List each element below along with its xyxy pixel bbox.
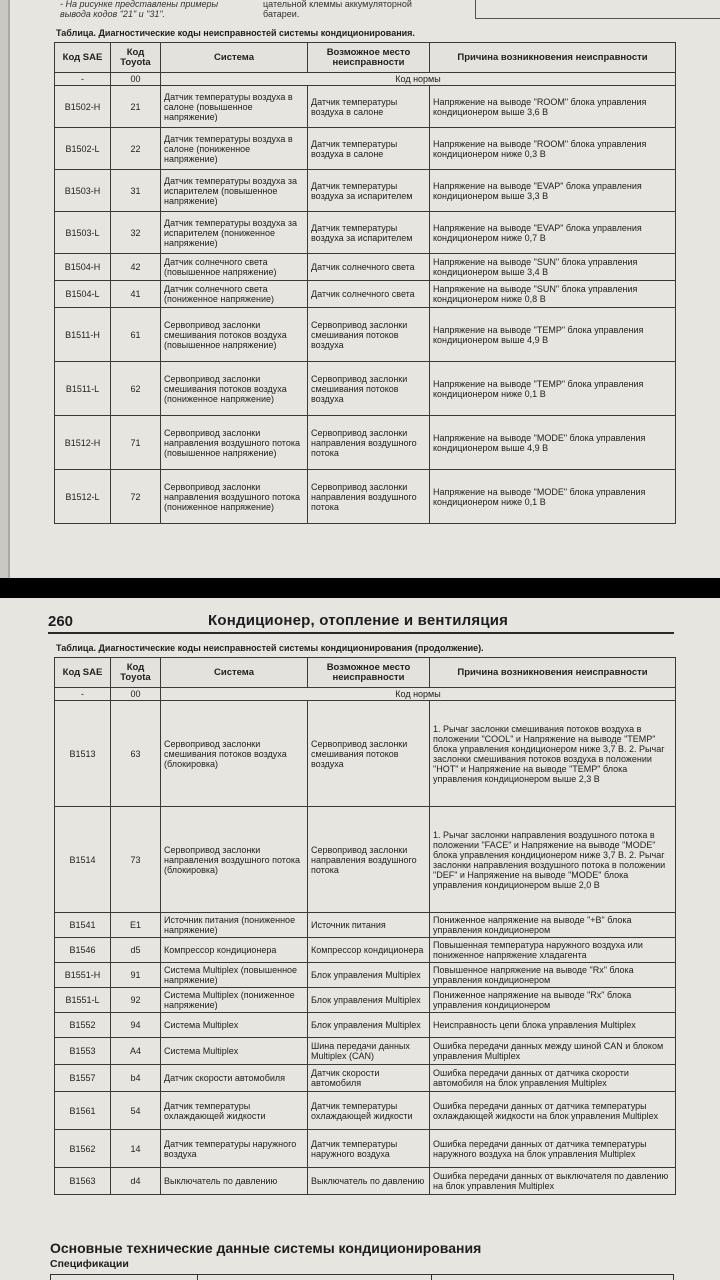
page-header [48, 612, 674, 634]
cell-toyota: 22 [111, 128, 161, 170]
spec-table-fragment [50, 1274, 674, 1280]
cell-sae: - [55, 73, 111, 86]
cell-system: Датчик температуры воздуха в салоне (пониженное напряжение) [161, 128, 308, 170]
table-row [55, 212, 676, 254]
cell-cause: Ошибка передачи данных между шиной CAN и блоком управления Multiplex [430, 1038, 676, 1065]
cell-cause: Напряжение на выводе "SUN" блока управления кондиционером ниже 0,8 В [430, 281, 676, 308]
header-system: Система [161, 43, 308, 73]
table-row [55, 86, 676, 128]
cell-system: Система Multiplex (пониженное напряжение) [161, 988, 308, 1013]
cell-toyota: d4 [111, 1168, 161, 1195]
fragment-left-line: вывода кодов "21" и "31". [60, 9, 166, 19]
header-cause: Причина возникновения неисправности [430, 658, 676, 688]
cell-sae: B1563 [55, 1168, 111, 1195]
cell-sae: B1551-L [55, 988, 111, 1013]
table-row [55, 281, 676, 308]
cell-cause: Повышенное напряжение на выводе "Rx" блока управления кондиционером [430, 963, 676, 988]
table-row [55, 988, 676, 1013]
cell-cause: 1. Рычаг заслонки направления воздушного потока в положении "FACE" и Напряжение на выводе "MODE" блока управления кондиционером ниже 3,7 В. 2. Рычаг заслонки направления воздушного потока в положении "DEF" и Напряжение на выводе "MODE" блока управления кондиционером выше 2,0 В [430, 807, 676, 913]
diagnostic-codes-table [54, 42, 676, 524]
cell-system: Выключатель по давлению [161, 1168, 308, 1195]
cell-sae: B1514 [55, 807, 111, 913]
cell-cause: Напряжение на выводе "MODE" блока управления кондиционером выше 4,9 В [430, 416, 676, 470]
cell-system: Датчик солнечного света (пониженное напряжение) [161, 281, 308, 308]
cell-cause: Ошибка передачи данных от выключателя по давлению на блок управления Multiplex [430, 1168, 676, 1195]
cell-system: Сервопривод заслонки смешивания потоков воздуха (пониженное напряжение) [161, 362, 308, 416]
cell-sae: B1553 [55, 1038, 111, 1065]
cell-sae: B1546 [55, 938, 111, 963]
cell-toyota: 61 [111, 308, 161, 362]
cell-location: Блок управления Multiplex [308, 1013, 430, 1038]
cell-cause: Напряжение на выводе "EVAP" блока управления кондиционером выше 3,3 В [430, 170, 676, 212]
table-row [55, 938, 676, 963]
page-gutter [0, 0, 10, 578]
table-row [55, 308, 676, 362]
cell-location: Датчик температуры воздуха в салоне [308, 86, 430, 128]
cell-cause: Напряжение на выводе "ROOM" блока управления кондиционером ниже 0,3 В [430, 128, 676, 170]
cell-toyota: 00 [111, 688, 161, 701]
diagnostic-codes-table-continued [54, 657, 676, 1195]
section-subtitle: Спецификации [50, 1258, 129, 1270]
cell-sae: B1511-H [55, 308, 111, 362]
cell-location: Сервопривод заслонки смешивания потоков воздуха [308, 362, 430, 416]
cell-sae: B1512-L [55, 470, 111, 524]
cell-system: Сервопривод заслонки направления воздушного потока (пониженное напряжение) [161, 470, 308, 524]
cell-cause: Напряжение на выводе "ROOM" блока управления кондиционером выше 3,6 В [430, 86, 676, 128]
cell-cause: Ошибка передачи данных от датчика температуры наружного воздуха на блок управления Multiplex [430, 1130, 676, 1168]
cell-toyota: 00 [111, 73, 161, 86]
header-location: Возможное место неисправности [308, 658, 430, 688]
table-row [55, 1038, 676, 1065]
table-row [55, 362, 676, 416]
table-row [55, 470, 676, 524]
fragment-mid-column [263, 0, 463, 19]
cell-location: Датчик температуры воздуха в салоне [308, 128, 430, 170]
cell-toyota: 32 [111, 212, 161, 254]
cell-sae: B1503-H [55, 170, 111, 212]
figure-frame-fragment [475, 0, 720, 19]
cell-cause: Напряжение на выводе "EVAP" блока управления кондиционером ниже 0,7 В [430, 212, 676, 254]
fragment-left-column [60, 0, 260, 19]
cell-cause: Неисправность цепи блока управления Multiplex [430, 1013, 676, 1038]
cell-cause: Напряжение на выводе "TEMP" блока управления кондиционером ниже 0,1 В [430, 362, 676, 416]
cell-location: Датчик температуры воздуха за испарителем [308, 212, 430, 254]
table-row [55, 254, 676, 281]
cell-location: Источник питания [308, 913, 430, 938]
cell-sae: B1512-H [55, 416, 111, 470]
table-row [55, 1013, 676, 1038]
cell-cause: Повышенная температура наружного воздуха или пониженное напряжение хладагента [430, 938, 676, 963]
header-cause: Причина возникновения неисправности [430, 43, 676, 73]
cell-toyota: 54 [111, 1092, 161, 1130]
cell-location: Шина передачи данных Multiplex (CAN) [308, 1038, 430, 1065]
cell-location: Сервопривод заслонки смешивания потоков воздуха [308, 308, 430, 362]
table-row [55, 416, 676, 470]
cell-location: Сервопривод заслонки направления воздушного потока [308, 470, 430, 524]
section-title: Основные технические данные системы кондиционирования [50, 1240, 482, 1256]
table-row [55, 1168, 676, 1195]
header-system: Система [161, 658, 308, 688]
table-row [55, 1065, 676, 1092]
cell-sae: B1502-L [55, 128, 111, 170]
table-row [55, 701, 676, 807]
cell-location: Датчик температуры воздуха за испарителем [308, 170, 430, 212]
cell-sae: B1562 [55, 1130, 111, 1168]
cell-system: Датчик температуры охлаждающей жидкости [161, 1092, 308, 1130]
cell-system: Система Multiplex (повышенное напряжение) [161, 963, 308, 988]
cell-toyota: 63 [111, 701, 161, 807]
cell-system: Компрессор кондиционера [161, 938, 308, 963]
cell-system: Датчик солнечного света (повышенное напряжение) [161, 254, 308, 281]
cell-sae: - [55, 688, 111, 701]
table-row [55, 128, 676, 170]
table-row [55, 1092, 676, 1130]
fragment-mid-line: батареи. [263, 9, 300, 19]
table-row [55, 963, 676, 988]
cell-sae: B1552 [55, 1013, 111, 1038]
cell-sae: B1513 [55, 701, 111, 807]
cell-toyota: 62 [111, 362, 161, 416]
cell-sae: B1504-H [55, 254, 111, 281]
header-sae: Код SAE [55, 658, 111, 688]
cell-system: Датчик температуры воздуха за испарителем (повышенное напряжение) [161, 170, 308, 212]
norm-row [55, 73, 676, 86]
fragment-mid-line: цательной клеммы аккумуляторной [263, 0, 412, 9]
cell-system: Сервопривод заслонки направления воздушного потока (повышенное напряжение) [161, 416, 308, 470]
cell-location: Выключатель по давлению [308, 1168, 430, 1195]
cell-sae: B1502-H [55, 86, 111, 128]
cell-system: Сервопривод заслонки смешивания потоков воздуха (блокировка) [161, 701, 308, 807]
cell-cause: Пониженное напряжение на выводе "+B" блока управления кондиционером [430, 913, 676, 938]
header-location: Возможное место неисправности [308, 43, 430, 73]
cell-toyota: 91 [111, 963, 161, 988]
header-toyota: Код Toyota [111, 43, 161, 73]
cell-location: Датчик солнечного света [308, 254, 430, 281]
cell-system: Сервопривод заслонки направления воздушного потока (блокировка) [161, 807, 308, 913]
cell-cause: Напряжение на выводе "TEMP" блока управления кондиционером выше 4,9 В [430, 308, 676, 362]
cell-system: Система Multiplex [161, 1013, 308, 1038]
cell-cause: Напряжение на выводе "SUN" блока управления кондиционером выше 3,4 В [430, 254, 676, 281]
page-top [0, 0, 720, 578]
cell-sae: B1541 [55, 913, 111, 938]
cell-toyota: b4 [111, 1065, 161, 1092]
table-header-row [55, 658, 676, 688]
cell-norm: Код нормы [161, 688, 676, 701]
cell-system: Сервопривод заслонки смешивания потоков воздуха (повышенное напряжение) [161, 308, 308, 362]
cell-toyota: 72 [111, 470, 161, 524]
cell-system: Датчик температуры воздуха за испарителем (пониженное напряжение) [161, 212, 308, 254]
page-bottom [0, 598, 720, 1280]
cell-location: Блок управления Multiplex [308, 988, 430, 1013]
cell-toyota: 21 [111, 86, 161, 128]
cell-cause: Ошибка передачи данных от датчика температуры охлаждающей жидкости на блок управления Multiplex [430, 1092, 676, 1130]
cell-toyota: 42 [111, 254, 161, 281]
cell-location: Датчик скорости автомобиля [308, 1065, 430, 1092]
cell-location: Датчик температуры наружного воздуха [308, 1130, 430, 1168]
cell-system: Источник питания (пониженное напряжение) [161, 913, 308, 938]
cell-system: Датчик температуры воздуха в салоне (повышенное напряжение) [161, 86, 308, 128]
cell-toyota: d5 [111, 938, 161, 963]
cell-location: Сервопривод заслонки направления воздушного потока [308, 807, 430, 913]
cell-sae: B1551-H [55, 963, 111, 988]
cell-toyota: A4 [111, 1038, 161, 1065]
cell-toyota: 71 [111, 416, 161, 470]
cell-sae: B1561 [55, 1092, 111, 1130]
table-row [55, 807, 676, 913]
previous-text-fragment [60, 0, 720, 22]
cell-location: Датчик солнечного света [308, 281, 430, 308]
cell-sae: B1503-L [55, 212, 111, 254]
cell-cause: Напряжение на выводе "MODE" блока управления кондиционером ниже 0,1 В [430, 470, 676, 524]
cell-toyota: 41 [111, 281, 161, 308]
cell-toyota: 14 [111, 1130, 161, 1168]
cell-sae: B1511-L [55, 362, 111, 416]
cell-location: Сервопривод заслонки направления воздушного потока [308, 416, 430, 470]
cell-cause: 1. Рычаг заслонки смешивания потоков воздуха в положении "COOL" и Напряжение на выводе "TEMP" блока управления кондиционером ниже 3,7 В. 2. Рычаг заслонки смешивания потоков воздуха в положении "HOT" и Напряжение на выводе "TEMP" блока управления кондиционером выше 2,3 В [430, 701, 676, 807]
cell-norm: Код нормы [161, 73, 676, 86]
header-toyota: Код Toyota [111, 658, 161, 688]
cell-cause: Ошибка передачи данных от датчика скорости автомобиля на блок управления Multiplex [430, 1065, 676, 1092]
cell-toyota: 92 [111, 988, 161, 1013]
page-number: 260 [48, 613, 74, 630]
cell-location: Компрессор кондиционера [308, 938, 430, 963]
cell-location: Сервопривод заслонки смешивания потоков воздуха [308, 701, 430, 807]
cell-sae: B1504-L [55, 281, 111, 308]
cell-location: Датчик температуры охлаждающей жидкости [308, 1092, 430, 1130]
cell-system: Датчик скорости автомобиля [161, 1065, 308, 1092]
cell-toyota: 73 [111, 807, 161, 913]
table-row [55, 1130, 676, 1168]
cell-location: Блок управления Multiplex [308, 963, 430, 988]
table-caption: Таблица. Диагностические коды неисправностей системы кондиционирования. [56, 28, 415, 38]
page-title: Кондиционер, отопление и вентиляция [208, 612, 509, 629]
cell-toyota: E1 [111, 913, 161, 938]
fragment-left-line: - На рисунке представлены примеры [60, 0, 219, 9]
table-row [55, 170, 676, 212]
table-row [55, 913, 676, 938]
cell-sae: B1557 [55, 1065, 111, 1092]
norm-row [55, 688, 676, 701]
cell-toyota: 31 [111, 170, 161, 212]
cell-cause: Пониженное напряжение на выводе "Rx" блока управления кондиционером [430, 988, 676, 1013]
table-caption: Таблица. Диагностические коды неисправностей системы кондиционирования (продолжение). [56, 643, 484, 653]
cell-system: Датчик температуры наружного воздуха [161, 1130, 308, 1168]
cell-system: Система Multiplex [161, 1038, 308, 1065]
table-header-row [55, 43, 676, 73]
cell-toyota: 94 [111, 1013, 161, 1038]
header-sae: Код SAE [55, 43, 111, 73]
